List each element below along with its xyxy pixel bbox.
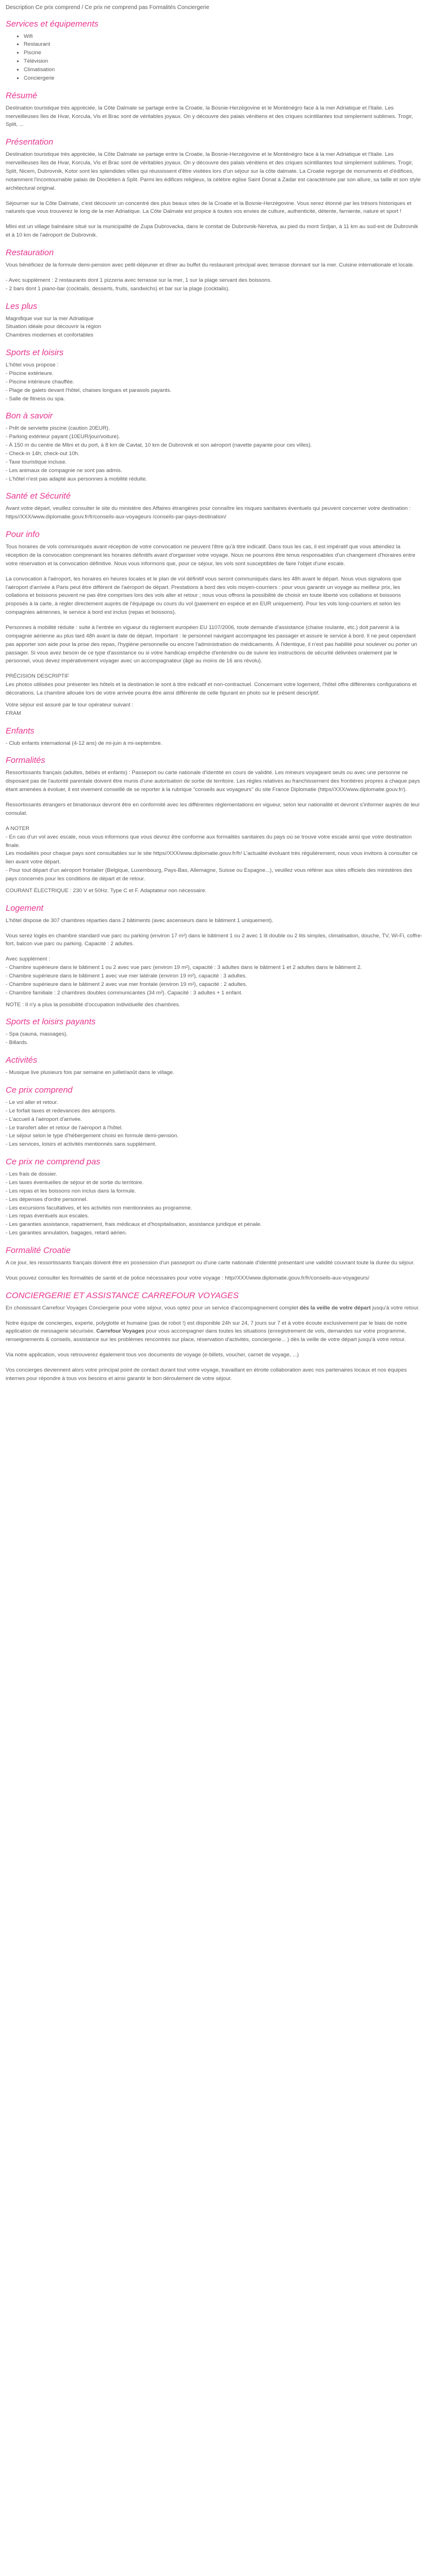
sante-title: Santé et Sécurité xyxy=(6,491,71,501)
logement-paragraph: Vous serez logés en chambre standard vue parc ou parking (environ 17 m²) dans le bâtiment 1 ou 2 avec 1 lit double ou 2 lits simples, climatisation, douche, TV, Wi-Fi, coffre-fort, balcon vue parc ou parking. Capacité : 2 adultes. xyxy=(6,932,422,948)
formalites-title: Formalités xyxy=(6,756,46,766)
pourinfo-line: FRAM xyxy=(6,710,21,717)
conciergerie-emphasis: dès la veille de votre départ xyxy=(299,1304,371,1311)
pourinfo-line: Votre séjour est assuré par le tour opérateur suivant : xyxy=(6,701,134,708)
sports-line: - Piscine intérieure chauffée. xyxy=(6,378,75,385)
ne-comprend-line: - Les taxes éventuelles de séjour et de sortie du territoire. xyxy=(6,1179,144,1186)
formalites-section xyxy=(6,756,422,895)
resume-title: Résumé xyxy=(6,90,37,101)
formalites-line: Les modalités pour chaque pays sont consultables sur le site https//XXX/www.diplomatie.gouv.fr/fr/ L'actualité évoluant très régulièrement, nous vous invitons à consulter ce lien avant votre départ. xyxy=(6,850,418,866)
restauration-title: Restauration xyxy=(6,247,54,257)
bonasavoir-line: - Taxe touristique incluse. xyxy=(6,459,67,465)
activites-section xyxy=(6,1055,422,1077)
formalites-line: - En cas d'un vol avec escale, nous vous informons que vous devrez être conforme aux formalités sanitaires du pays où se trouve votre escale ainsi que votre destination finale. xyxy=(6,833,412,849)
conciergerie-paragraph xyxy=(6,1320,422,1345)
sports-line: - Piscine extérieure. xyxy=(6,370,54,377)
comprend-title: Ce prix comprend xyxy=(6,1085,73,1095)
comprend-section xyxy=(6,1085,422,1149)
services-list xyxy=(6,33,422,83)
formalite-croatie-title: Formalité Croatie xyxy=(6,1246,71,1255)
conciergerie-text: pour vous accompagner dans toutes les situations (enregistrement de vols, demandes sur votre programme, renseignements & conseils, assistance sur les problèmes rencontrés sur place, réservation d'activités, conciergerie... ) dès la veille de votre départ jusqu'à votre retour. xyxy=(6,1328,407,1343)
sports-section xyxy=(6,348,422,403)
conciergerie-text: Notre équipe de concierges, experte, polyglotte et humaine (pas de robot !) est disponible 24h sur 24, 7 jours sur 7 et à votre écoute exclusivement par le biais de notre application de messagerie sécurisée. xyxy=(6,1320,407,1335)
comprend-line: - Le vol aller et retour. xyxy=(6,1099,58,1106)
logement-paragraph: L'hôtel dispose de 307 chambres réparties dans 2 bâtiments (avec ascenseurs dans le bâtiment 1 uniquement). xyxy=(6,917,273,924)
service-item: • Conciergerie xyxy=(24,75,422,83)
bonasavoir-line: - Les animaux de compagnie ne sont pas admis. xyxy=(6,467,123,474)
pourinfo-section xyxy=(6,530,422,718)
presentation-paragraph: Séjourner sur la Côte Dalmate, c'est découvrir un concentré des plus beaux sites de la Croatie et la Bosnie-Herzégovine. Vous serez étonné par les trésors historiques et naturels que vous trouverez le long de la mer Adriatique. La Côte Dalmate est propice à toutes vos envies de culture, authenticité, détente, farniente, nature et sport ! xyxy=(6,200,412,215)
sports-line: - Plage de galets devant l'hôtel, chaises longues et parasols payants. xyxy=(6,387,172,394)
tab-labels: Description Ce prix comprend / Ce prix ne comprend pas Formalités Conciergerie xyxy=(6,5,209,11)
ne-comprend-line: - Les garanties annulation, bagages, retard aérien. xyxy=(6,1230,127,1237)
pourinfo-paragraph: La convocation à l'aéroport, les horaires en heures locales et le plan de vol définitif vous seront communiqués dans les 48h avant le départ. Nous vous signalons que l'aéroport d'arrivée à Paris peut être différent de l'aéroport de départ. Prestations à bord des vols moyen-courriers : pour vous garantir un voyage au meilleur prix, les collations et boissons peuvent ne pas être comprises lors des vols aller et retour ; nous vous offrons la possibilité de choisir en toute liberté vos collations et boissons proposés à la carte, à régler directement auprès de l'équipage ou cours du vol (paiement en espèce et en EUR uniquement). Pour les vols long-courriers et selon les compagnies aériennes, le service à bord est inclus (repas et boissons). xyxy=(6,575,401,616)
ne-comprend-title: Ce prix ne comprend pas xyxy=(6,1157,101,1167)
conciergerie-text: jusqu'à votre retour. xyxy=(370,1304,420,1311)
bonasavoir-line: - À 150 m du centre de Mlini et du port, à 8 km de Cavtat, 10 km de Dubrovnik et son aéroport (navette payante pour ces villes). xyxy=(6,442,312,449)
ne-comprend-line: - Les garanties assistance, rapatriement, frais médicaux et d'hospitalisation, assistance juridique et pénale. xyxy=(6,1221,262,1228)
bonasavoir-line: - Check-in 14h; check-out 10h. xyxy=(6,451,80,457)
conciergerie-paragraph: Via notre application, vous retrouverez également tous vos documents de voyage (e-billets, voucher, carnet de voyage, ...) xyxy=(6,1352,299,1359)
services-section xyxy=(6,19,422,83)
ne-comprend-line: - Les dépenses d'ordre personnel. xyxy=(6,1196,88,1203)
formalite-croatie-paragraph: Vous pouvez consulter les formalités de santé et de police nécessaires pour votre voyage : http//XXX/www.diplomatie.gouv.fr/fr/conseils-aux-voyageurs/ xyxy=(6,1274,369,1281)
comprend-line: - Les services, loisirs et activités mentionnés sans supplément. xyxy=(6,1141,157,1148)
logement-paragraph: NOTE : Il n'y a plus la possibilité d'occupation individuelle des chambres. xyxy=(6,1001,181,1008)
logement-line: - Chambre supérieure dans le bâtiment 2 avec vue mer frontale (environ 19 m²), capacité : 2 adultes. xyxy=(6,981,247,988)
comprend-line: - L'accueil à l'aéroport d'arrivée. xyxy=(6,1116,82,1123)
sports-payants-section xyxy=(6,1017,422,1047)
comprend-line: - Le séjour selon le type d'hébergement choisi en formule demi-pension. xyxy=(6,1133,179,1139)
presentation-title: Présentation xyxy=(6,137,54,147)
formalites-line: - Pour tout départ d'un aéroport frontalier (Belgique, Luxembourg, Pays-Bas, Allemagne, Suisse ou Espagne...), veuillez vous référer aux sites officiels des ministères des pays concernés pour les conditions de départ et de retour. xyxy=(6,867,412,882)
ne-comprend-line: - Les frais de dossier. xyxy=(6,1171,58,1178)
sports-title: Sports et loisirs xyxy=(6,348,64,358)
resume-section xyxy=(6,91,422,130)
logement-line: - Chambre supérieure dans le bâtiment 1 avec vue mer latérale (environ 19 m²), capacité : 3 adultes. xyxy=(6,972,247,979)
logement-section xyxy=(6,903,422,1010)
logement-title: Logement xyxy=(6,903,43,913)
restauration-line: - Avec supplément : 2 restaurants dont 1 pizzeria avec terrasse sur la mer, 1 sur la plage servant des boissons. xyxy=(6,277,272,283)
restauration-paragraph: Vous bénéficiez de la formule demi-pension avec petit-déjeuner et dîner au buffet du restaurant principal avec terrasse donnant sur la mer. Cuisine internationale et locale. xyxy=(6,261,414,268)
formalites-paragraph: Ressortissants étrangers et binationaux devront être en conformité avec les différentes réglementations en vigueur, selon leur nationalité et devront s'informer auprès de leur consulat. xyxy=(6,802,420,817)
logement-line: - Chambre supérieure dans le bâtiment 1 ou 2 avec vue parc (environ 19 m²), capacité : 3 adultes dans le bâtiment 1 et 2 adultes dans le bâtiment 2. xyxy=(6,964,362,971)
sante-text: Avant votre départ, veuillez consulter le site du ministère des Affaires étrangères pour connaître les risques sanitaires éventuels qui peuvent concerner votre destination : https//XXX/www.diplomatie.gouv.fr/fr/conseils-aux-voyageurs /conseils-par-pays-destination/ xyxy=(6,505,411,521)
formalites-line: A NOTER xyxy=(6,825,30,832)
sports-payants-line: - Spa (sauna, massages). xyxy=(6,1031,68,1038)
restauration-section xyxy=(6,248,422,294)
ne-comprend-line: - Les excursions facultatives, et les activités non mentionnées au programme. xyxy=(6,1204,193,1211)
plus-section xyxy=(6,302,422,340)
plus-line: Situation idéale pour découvrir la région xyxy=(6,324,102,330)
bonasavoir-title: Bon à savoir xyxy=(6,411,53,421)
comprend-line: - Le transfert aller et retour de l'aéroport à l'hôtel. xyxy=(6,1124,123,1131)
pourinfo-paragraph: Tous horaires de vols communiqués avant réception de votre convocation ne peuvent l'être qu'à titre indicatif. Dans tous les cas, il est impératif que vous attendiez la réception de la convocation comprenant les horaires définitifs avant d'organiser votre voyage. Nous ne pourrons être tenus responsables d'un changement d'horaires entre votre réservation et la convocation définitive. Nous vous informons que, pour ce séjour, les vols sont susceptibles de faire l'objet d'une escale. xyxy=(6,544,416,567)
ne-comprend-line: - Les repas éventuels aux escales. xyxy=(6,1213,89,1220)
services-title: Services et équipements xyxy=(6,19,99,29)
ne-comprend-line: - Les repas et les boissons non inclus dans la formule. xyxy=(6,1187,136,1194)
plus-line: Magnifique vue sur la mer Adriatique xyxy=(6,315,94,322)
plus-line: Chambres modernes et confortables xyxy=(6,332,94,339)
sports-payants-line: - Billards. xyxy=(6,1040,28,1046)
pourinfo-line: Les photos utilisées pour présenter les hôtels et la destination le sont à titre indicatif et non-contractuel. Concernant votre logement, l'hôtel offre différentes configurations et décorations. La chambre allouée lors de votre arrivée pourra être ainsi différente de celle figurant en photo sur le présent descriptif. xyxy=(6,682,417,697)
ne-comprend-section xyxy=(6,1157,422,1238)
service-item: • Restaurant xyxy=(24,41,422,49)
formalites-paragraph: Ressortissants français (adultes, bébés et enfants) : Passeport ou carte nationale d'identité en cours de validité. Les mineurs voyageant seuls ou avec une personne ne disposant pas de l'autorité parentale doivent être munis d'une autorisation de sortie de territoire. Les règles relatives au franchissement des frontières propres à chaque pays étant amenées à évoluer, il est vivement conseillé de se reporter à la rubrique "conseils aux voyageurs" du site France Diplomatie (https//XXX/www.diplomatie.gouv.fr/). xyxy=(6,770,420,793)
pourinfo-title: Pour info xyxy=(6,530,40,540)
enfants-section xyxy=(6,726,422,748)
service-item: • Wifi xyxy=(24,33,422,41)
logement-line: - Chambre familiale : 2 chambres doubles communicantes (34 m²). Capacité : 3 adultes + 1 enfant. xyxy=(6,989,243,996)
sports-line: L'hôtel vous propose : xyxy=(6,362,59,369)
sports-line: - Salle de fitness ou spa. xyxy=(6,395,65,402)
enfants-text: - Club enfants international (4-12 ans) de mi-juin à mi-septembre. xyxy=(6,740,163,746)
enfants-title: Enfants xyxy=(6,726,34,736)
resume-text: Destination touristique très appréciée, la Côte Dalmate se partage entre la Croatie, la Bosnie-Herzégovine et le Monténégro face à la mer Adriatique et l'Italie. Les merveilleuses îles de Hvar, Korcula, Vis et Brac sont de véritables joyaux. On y découvre des palais vénitiens et des criques scintillantes tout simplement sublimes. Trogir, Split, ... xyxy=(6,104,413,128)
service-item: • Télévision xyxy=(24,58,422,66)
formalite-croatie-section xyxy=(6,1246,422,1283)
activites-title: Activités xyxy=(6,1055,37,1066)
sports-payants-title: Sports et loisirs payants xyxy=(6,1017,96,1027)
presentation-paragraph: Destination touristique très appréciée, la Côte Dalmate se partage entre la Croatie, la Bosnie-Herzégovine et le Monténégro face à la mer Adriatique et l'Italie. Les merveilleuses îles de Hvar, Korcula, Vis et Brac sont de véritables joyaux. On y découvre des palais vénitiens et des criques scintillantes tout simplement sublimes. Trogir, Split, Nicem, Dubrovnik, Kotor sont les splendides villes qui réussissent d'être visitées lors d'un séjour sur la côte dalmate. La Croatie regorge de monuments et d'édifices, notamment l'incontournable palais de Dioclétien à Split. Parmi les édifices religieux, la célèbre église Saint Donat à Zadar est caractérisée par son allure, sa taille et son style architectural original. xyxy=(6,151,421,191)
sante-section xyxy=(6,491,422,522)
conciergerie-paragraph: Vos concierges deviennent alors votre principal point de contact durant tout votre voyage, travaillant en étroite collaboration avec nos partenaires locaux et nos équipes internes pour répondre à tous vos besoins et ainsi garantir le bon déroulement de votre séjour. xyxy=(6,1367,407,1382)
service-item: • Piscine xyxy=(24,49,422,58)
formalite-croatie-paragraph: A ce jour, les ressortissants français doivent être en possession d'un passeport ou d'une carte nationale d'identité présentant une validité couvrant toute la durée du séjour. xyxy=(6,1260,415,1266)
conciergerie-text: En choisissant Carrefour Voyages Conciergerie pour votre séjour, vous optez pour un service d'accompagnement complet xyxy=(6,1304,300,1311)
presentation-section xyxy=(6,137,422,240)
bonasavoir-line: - Parking extérieur payant (10EUR/jour/voiture). xyxy=(6,434,120,440)
comprend-line: - Le forfait taxes et redevances des aéroports. xyxy=(6,1107,116,1114)
bonasavoir-line: - Prêt de serviette piscine (caution 20EUR). xyxy=(6,425,110,432)
bonasavoir-line: - L'hôtel n'est pas adapté aux personnes à mobilité réduite. xyxy=(6,475,147,482)
restauration-line: - 2 bars dont 1 piano-bar (cocktails, desserts, fruits, sandwichs) et bar sur la plage (cocktails). xyxy=(6,285,230,292)
bonasavoir-section xyxy=(6,411,422,483)
plus-title: Les plus xyxy=(6,301,37,311)
activites-text: - Musique live plusieurs fois par semaine en juillet/août dans le village. xyxy=(6,1069,174,1076)
pourinfo-line: PRÉCISION DESCRIPTIF xyxy=(6,673,69,680)
conciergerie-section xyxy=(6,1291,422,1383)
conciergerie-emphasis: Carrefour Voyages xyxy=(96,1328,145,1335)
logement-line: Avec supplément : xyxy=(6,956,50,963)
service-item: • Climatisation xyxy=(24,66,422,75)
conciergerie-title: CONCIERGERIE ET ASSISTANCE CARREFOUR VOYAGES xyxy=(6,1290,239,1300)
formalites-paragraph: COURANT ÉLECTRIQUE : 230 V et 50Hz. Type C et F. Adaptateur non nécessaire. xyxy=(6,887,207,894)
conciergerie-paragraph xyxy=(6,1304,422,1313)
pourinfo-paragraph: Personnes à mobilité réduite : suite à l'entrée en vigueur du règlement européen EU 1107/2006, toute demande d'assistance (chaise roulante, etc.) doit parvenir à la compagnie aérienne au plus tard 48h avant la date de départ. Important : le personnel navigant accompagne les passager et assure le service à bord. Il ne peut cependant pas apporter son aide pour la prise des repas, l'hygiène personnelle ou encore l'administration de médicaments. À l'identique, il n'est pas habilité pour soulever ou porter un passager. Si vous avez besoin de ce type d'assistance ou si votre handicap empêche d'entendre ou de suivre les instructions de sécurité délivrées oralement par le personnel, vous devez impérativement voyager avec un accompagnateur (âgé au moins de 16 ans révolu). xyxy=(6,625,417,665)
presentation-paragraph: Mlini est un village balnéaire situé sur la municipalité de Zupa Dubrovacka, dans le comitat de Dubrovnik-Neretva, au pied du mont Srdjan, à 11 km au sud-est de Dubrovnik et à 10 km de l'aéroport de Dubrovnik. xyxy=(6,224,418,239)
